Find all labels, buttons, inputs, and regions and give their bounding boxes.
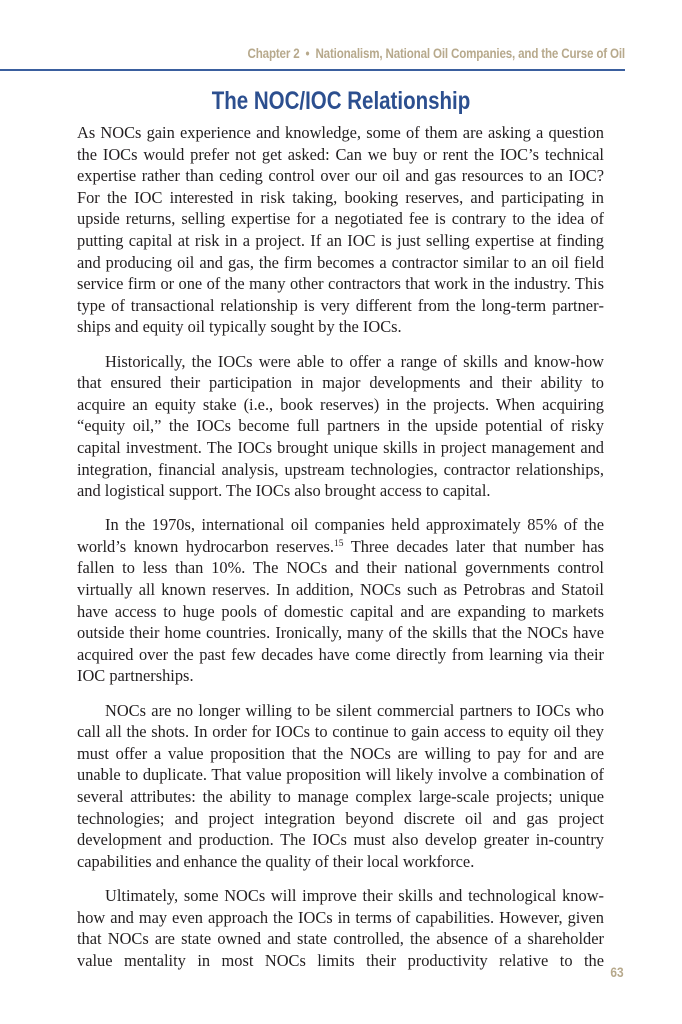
section-title: The NOC/IOC Relationship [211,87,471,115]
running-head-separator: • [305,46,310,61]
paragraph-4: NOCs are no longer willing to be silent commercial partners to IOCs who call all the shots. In order for IOCs to continue to gain access to equity oil they must offer a value proposition that the NOCs are willing to pay for and are unable to duplicate. That value proposition will likely involve a combination of several attributes: the ability to manage complex large-scale projects; unique technologies; and project integration beyond discrete oil and gas project development and production. The IOCs must also develop greater in-country capabilities and enhance the quality of their local workforce. [77,700,604,871]
paragraph-5: Ultimately, some NOCs will improve their skills and technological know-how and may even approach the IOCs in terms of capabilities. However, given that NOCs are state owned and state controlled, the absence of a shareholder value mentality in most NOCs limits their productivity relative to the [77,885,604,970]
header-rule [0,69,625,71]
paragraph-3-part-2: Three decades later that number has fallen to less than 10%. The NOCs and their national governments control virtually all known reserves. In addition, NOCs such as Petrobras and Statoil have access to huge pools of domestic capital and are expanding to markets outside their home countries. Ironically, many of the skills that the NOCs have acquired over the past few decades have come directly from learning via their IOC partnerships. [77,536,604,686]
body-text [77,122,604,984]
running-head-title: Nationalism, National Oil Companies, and the Curse of Oil [315,46,625,61]
footnote-reference-15[interactable]: 15 [333,538,344,549]
paragraph-1: As NOCs gain experience and knowledge, some of them are asking a question the IOCs would prefer not get asked: Can we buy or rent the IOC’s technical expertise rather than ceding control over our oil and gas resources to an IOC? For the IOC interested in risk taking, booking reserves, and participating in upside returns, selling expertise for a negotiated fee is contrary to the idea of putting capital at risk in a project. If an IOC is just selling expertise at finding and producing oil and gas, the firm becomes a contractor similar to an oil field service firm or one of the many other contractors that work in the industry. This type of transactional relationship is very different from the long-term partnerships and equity oil typically sought by the IOCs. [77,123,604,337]
paragraph-2: Historically, the IOCs were able to offer a range of skills and know-how that ensured their participation in major developments and their ability to acquire an equity stake (i.e., book reserves) in the projects. When acquiring “equity oil,” the IOCs become full partners in the upside potential of risky capital investment. The IOCs brought unique skills in project management and integration, financial analysis, upstream technologies, contractor relationships, and logistical support. The IOCs also brought access to capital. [77,351,604,501]
page-number: 63 [610,964,624,980]
paragraph-3 [77,514,604,687]
paragraph-3-part-1: In the 1970s, international oil companies held approximately 85% of the world’s known hydrocarbon reserves. [77,515,604,556]
running-head [88,46,626,61]
running-head-chapter: Chapter 2 [247,46,300,61]
